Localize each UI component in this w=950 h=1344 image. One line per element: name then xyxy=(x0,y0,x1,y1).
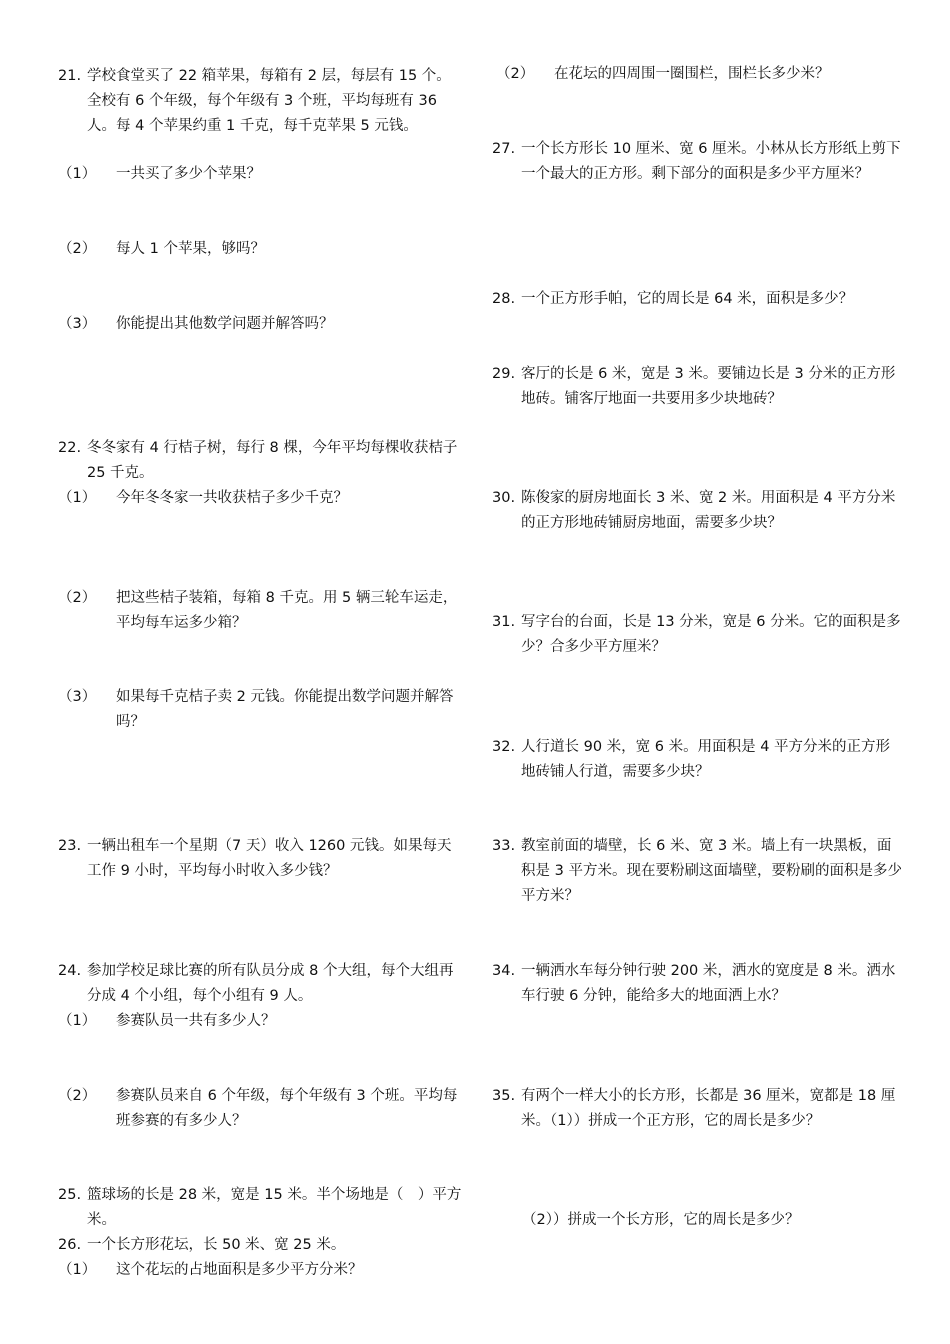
sub-question-text: 参赛队员来自 6 个年级，每个年级有 3 个班。平均每班参赛的有多少人？ xyxy=(116,1088,458,1129)
sub-question-text: （2））拼成一个长方形，它的周长是多少？ xyxy=(522,1212,800,1228)
sub-question-text: 一共买了多少个苹果？ xyxy=(116,166,261,182)
sub-question xyxy=(58,312,462,337)
sub-question-number: （3） xyxy=(58,689,97,705)
sub-question-number: （1） xyxy=(58,490,97,506)
question-number: 30. xyxy=(492,490,516,506)
question-30 xyxy=(492,486,904,536)
question-22 xyxy=(58,436,462,486)
sub-question-number: （1） xyxy=(58,1262,97,1278)
sub-question xyxy=(58,1009,462,1034)
question-23 xyxy=(58,834,462,884)
question-number: 35. xyxy=(492,1088,516,1104)
sub-question xyxy=(58,237,462,262)
sub-question-number: （3） xyxy=(58,316,97,332)
sub-question xyxy=(496,62,904,87)
question-32 xyxy=(492,735,904,785)
sub-question-text: 今年冬冬家一共收获桔子多少千克？ xyxy=(116,490,348,506)
question-text: 教室前面的墙壁，长 6 米、宽 3 米。墙上有一块黑板，面积是 3 平方米。现在要粉刷这面墙壁，要粉刷的面积是多少平方米？ xyxy=(521,838,902,904)
question-26 xyxy=(58,1233,462,1258)
question-number: 23. xyxy=(58,838,82,854)
question-text: 参加学校足球比赛的所有队员分成 8 个大组，每个大组再分成 4 个小组，每个小组有 9 人。 xyxy=(87,963,454,1004)
question-number: 25. xyxy=(58,1187,82,1203)
question-24 xyxy=(58,959,462,1009)
question-number: 27. xyxy=(492,141,516,157)
question-28 xyxy=(492,287,904,312)
question-text: 一个长方形长 10 厘米、宽 6 厘米。小林从长方形纸上剪下一个最大的正方形。剩下部分的面积是多少平方厘米？ xyxy=(521,141,901,182)
sub-question xyxy=(58,1258,462,1283)
question-31 xyxy=(492,610,904,660)
question-text: 一个长方形花坛，长 50 米、宽 25 米。 xyxy=(87,1237,346,1253)
question-text: 一个正方形手帕，它的周长是 64 米，面积是多少？ xyxy=(521,291,854,307)
question-number: 22. xyxy=(58,440,82,456)
sub-question xyxy=(58,1084,462,1134)
sub-question-text: 在花坛的四周围一圈围栏，围栏长多少米？ xyxy=(554,66,830,82)
sub-question-number: （2） xyxy=(496,66,535,82)
question-number: 34. xyxy=(492,963,516,979)
question-number: 31. xyxy=(492,614,516,630)
question-35 xyxy=(492,1084,904,1134)
sub-question-number: （2） xyxy=(58,241,97,257)
question-text: 一辆出租车一个星期（7 天）收入 1260 元钱。如果每天工作 9 小时，平均每小时收入多少钱？ xyxy=(87,838,452,879)
question-number: 26. xyxy=(58,1237,82,1253)
question-text: 陈俊家的厨房地面长 3 米、宽 2 米。用面积是 4 平方分米的正方形地砖铺厨房地面，需要多少块？ xyxy=(521,490,896,531)
question-27 xyxy=(492,137,904,187)
sub-question-number: （1） xyxy=(58,1013,97,1029)
sub-question-number: （1） xyxy=(58,166,97,182)
sub-question xyxy=(58,486,462,511)
question-text: 冬冬家有 4 行桔子树，每行 8 棵，今年平均每棵收获桔子 25 千克。 xyxy=(87,440,458,481)
sub-question-text: 如果每千克桔子卖 2 元钱。你能提出数学问题并解答吗？ xyxy=(116,689,454,730)
question-text: 篮球场的长是 28 米，宽是 15 米。半个场地是（ ）平方米。 xyxy=(87,1187,462,1228)
question-number: 29. xyxy=(492,366,516,382)
sub-question-text: 你能提出其他数学问题并解答吗？ xyxy=(116,316,334,332)
sub-question xyxy=(58,162,462,187)
question-text: 人行道长 90 米，宽 6 米。用面积是 4 平方分米的正方形地砖铺人行道，需要多少块？ xyxy=(521,739,891,780)
question-33 xyxy=(492,834,904,909)
question-21 xyxy=(58,64,462,139)
question-number: 28. xyxy=(492,291,516,307)
sub-question xyxy=(58,586,462,636)
question-number: 24. xyxy=(58,963,82,979)
question-29 xyxy=(492,362,904,412)
sub-question-number: （2） xyxy=(58,1088,97,1104)
sub-question-number: （2） xyxy=(58,590,97,606)
question-25 xyxy=(58,1183,462,1233)
question-number: 32. xyxy=(492,739,516,755)
sub-question-text: 把这些桔子装箱，每箱 8 千克。用 5 辆三轮车运走，平均每车运多少箱？ xyxy=(116,590,458,631)
sub-question-text: 这个花坛的占地面积是多少平方分米？ xyxy=(116,1262,363,1278)
question-text: 客厅的长是 6 米，宽是 3 米。要铺边长是 3 分米的正方形地砖。铺客厅地面一共要用多少块地砖？ xyxy=(521,366,896,407)
question-text: 有两个一样大小的长方形，长都是 36 厘米，宽都是 18 厘米。（1））拼成一个正方形，它的周长是多少？ xyxy=(521,1088,896,1129)
question-number: 33. xyxy=(492,838,516,854)
question-text: 学校食堂买了 22 箱苹果，每箱有 2 层，每层有 15 个。全校有 6 个年级，每个年级有 3 个班，平均每班有 36 人。每 4 个苹果约重 1 千克，每千克苹果 5 元钱。 xyxy=(87,68,451,134)
sub-question xyxy=(522,1208,904,1233)
question-number: 21. xyxy=(58,68,82,84)
sub-question-text: 每人 1 个苹果，够吗？ xyxy=(116,241,265,257)
question-text: 写字台的台面，长是 13 分米，宽是 6 分米。它的面积是多少？合多少平方厘米？ xyxy=(521,614,901,655)
sub-question-text: 参赛队员一共有多少人？ xyxy=(116,1013,276,1029)
question-34 xyxy=(492,959,904,1009)
sub-question xyxy=(58,685,462,735)
question-text: 一辆洒水车每分钟行驶 200 米，洒水的宽度是 8 米。洒水车行驶 6 分钟，能给多大的地面洒上水？ xyxy=(521,963,896,1004)
